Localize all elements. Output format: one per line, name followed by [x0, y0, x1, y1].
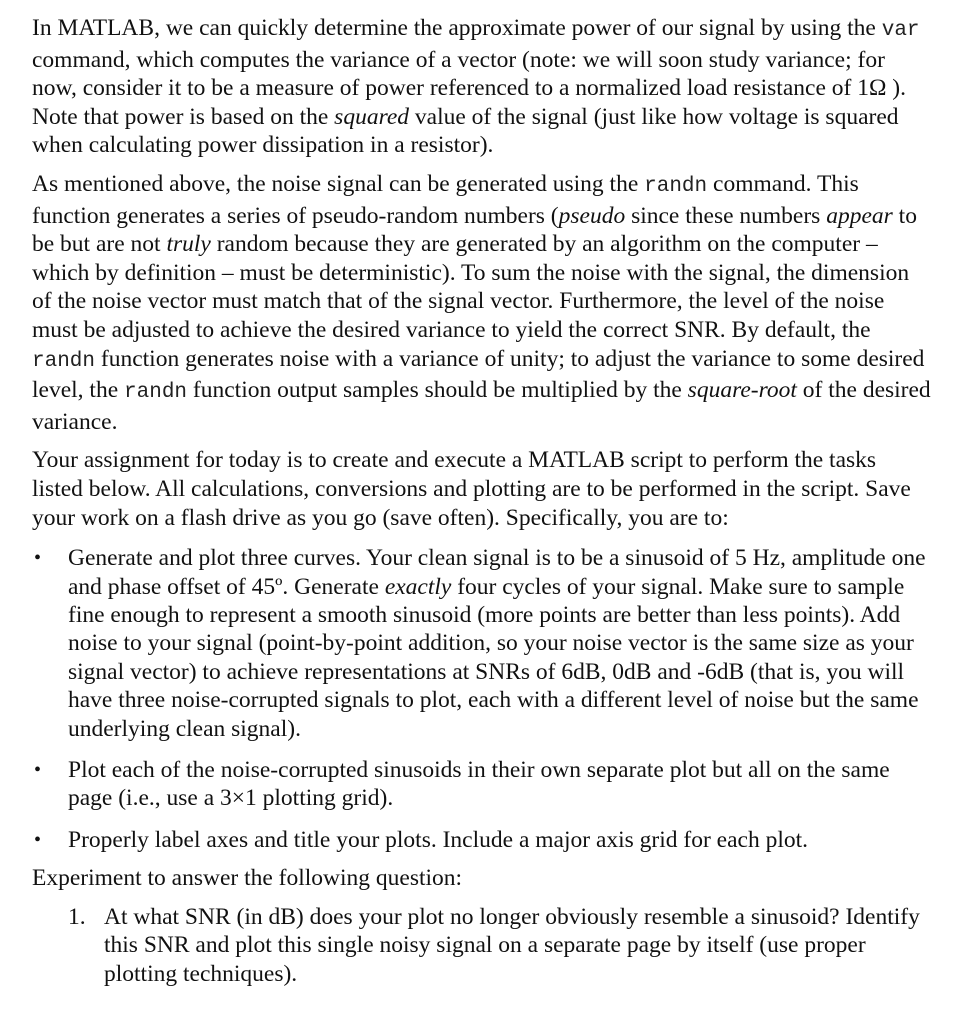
text-run: function generates noise with a variance of unity; to adjust the variance to some desired level, the: [32, 345, 925, 404]
bullet-marker: •: [34, 828, 42, 851]
question-number: 1.: [68, 903, 86, 930]
paragraph-var-command: [32, 14, 932, 160]
task-item-generate-curves: [32, 544, 932, 743]
paragraph-randn-noise: [32, 170, 932, 436]
emphasis-exactly: exactly: [384, 573, 452, 600]
document-page: [32, 14, 932, 988]
task-item-label-axes: [32, 826, 932, 854]
bullet-marker: •: [34, 547, 42, 570]
emphasis-appear: appear: [826, 202, 893, 229]
emphasis-square-root: square-root: [687, 377, 797, 404]
bullet-marker: •: [34, 758, 42, 781]
text-run: to be but are not: [32, 202, 917, 258]
text-run: Plot each of the noise-corrupted sinusoids in their own separate plot but all on the same page (i.e., use a 3×1 plotting grid).: [68, 756, 890, 812]
code-randn: randn: [32, 349, 96, 373]
task-item-plot-grid: [32, 756, 932, 813]
code-var: var: [881, 19, 920, 42]
text-run: command, which computes the variance of a vector (note: we will soon study variance; for now, consider it to be a measure of power referenced to a normalized load resistance of 1Ω ). Note that power is based on the: [32, 46, 906, 130]
text-run: command. This function generates a series of pseudo-random numbers (: [32, 170, 859, 229]
code-randn: randn: [124, 381, 188, 405]
emphasis-truly: truly: [166, 231, 211, 258]
question-item: [32, 903, 932, 988]
emphasis-pseudo: pseudo: [558, 202, 626, 229]
task-list: [32, 544, 932, 854]
text-run: In MATLAB, we can quickly determine the approximate power of our signal by using the: [32, 15, 882, 41]
text-run: Generate and plot three curves. Your clean signal is to be a sinusoid of 5 Hz, amplitude one and phase offset of 45º. Generate: [68, 545, 926, 600]
paragraph-assignment: Your assignment for today is to create and execute a MATLAB script to perform the tasks listed below. All calculations, conversions and plotting are to be performed in the script. Save your work on a flash drive as you go (save often). Specifically, you are to:: [32, 447, 911, 531]
text-run: Properly label axes and title your plots. Include a major axis grid for each plot.: [68, 826, 809, 853]
text-run: four cycles of your signal. Make sure to sample fine enough to represent a smooth sinusoid (more points are better than less points). Add noise to your signal (point-by-point addition, so your noise vector is the same size as your signal vector) to achieve representations at SNRs of 6dB, 0dB and -6dB (that is, you will have three noise-corrupted signals to plot, each with a different level of noise but the same underlying clean signal).: [68, 573, 919, 742]
question-list: [32, 903, 932, 988]
emphasis-squared: squared: [334, 103, 410, 130]
text-run: value of the signal (just like how voltage is squared when calculating power dissipation in a resistor).: [32, 103, 899, 159]
text-run: function output samples should be multiplied by the: [187, 377, 688, 404]
question-text: At what SNR (in dB) does your plot no longer obviously resemble a sinusoid? Identify this SNR and plot this single noisy signal on a separate page by itself (use proper plotting techniques).: [104, 903, 920, 987]
text-run: since these numbers: [625, 202, 827, 229]
text-run: of the desired variance.: [32, 377, 931, 435]
text-run: random because they are generated by an algorithm on the computer – which by definition – must be deterministic). To sum the noise with the signal, the dimension of the noise vector must match that of the signal vector. Furthermore, the level of the noise must be adjusted to achieve the desired variance to yield the correct SNR. By default, the: [32, 231, 910, 343]
text-run: As mentioned above, the noise signal can be generated using the: [32, 170, 645, 197]
code-randn: randn: [644, 174, 708, 198]
experiment-intro: Experiment to answer the following question:: [32, 865, 463, 892]
